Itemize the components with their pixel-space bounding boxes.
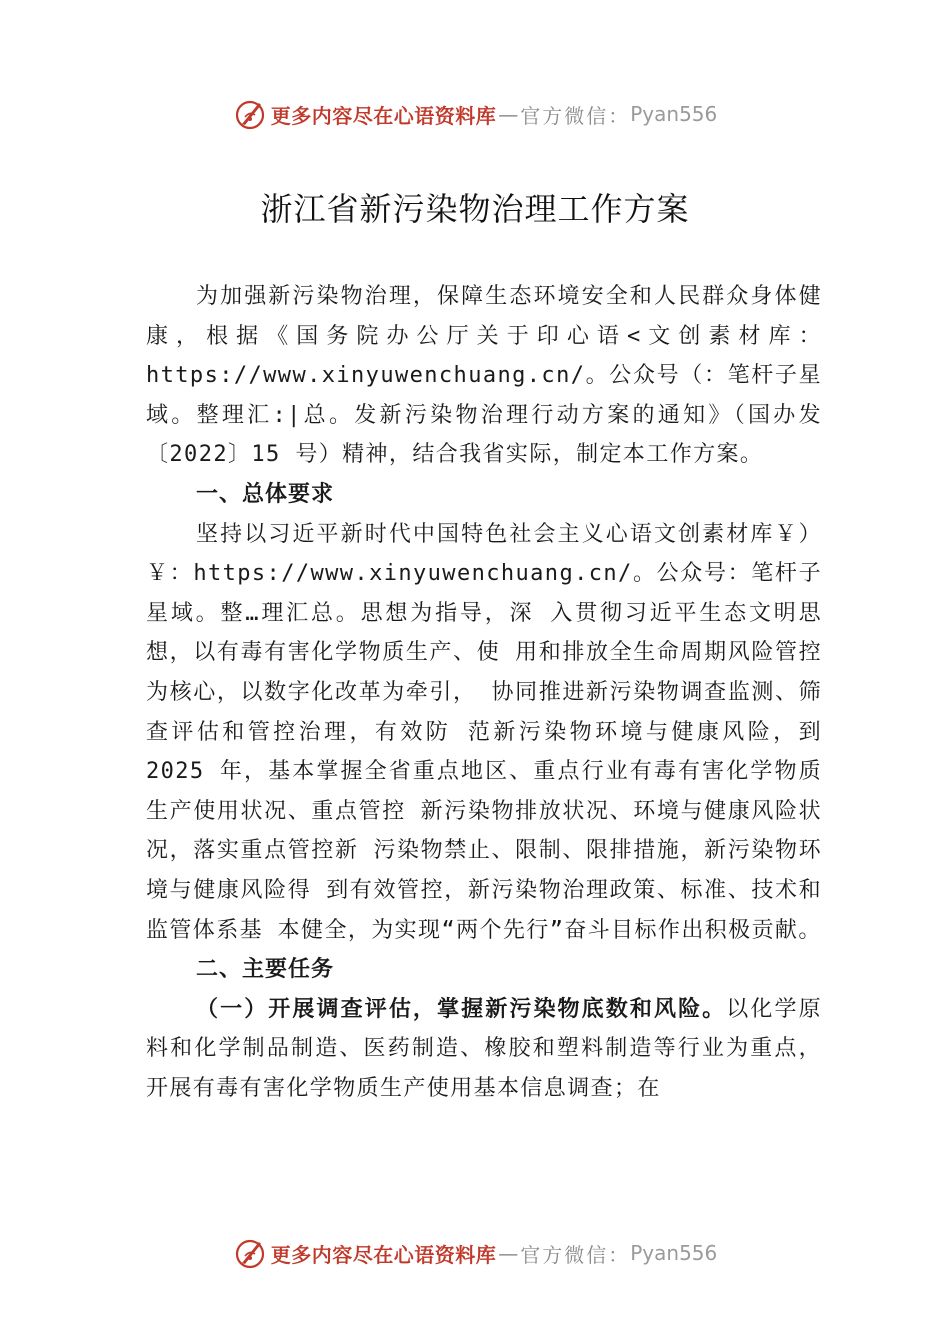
quill-pen-seal-icon <box>233 1236 267 1270</box>
banner-separator: — <box>498 102 519 126</box>
quill-pen-seal-icon <box>233 97 267 131</box>
document-title: 浙江省新污染物治理工作方案 <box>260 190 690 228</box>
banner-brand-text: 更多内容尽在心语资料库 <box>270 1242 497 1267</box>
task-1-paragraph <box>146 990 822 1109</box>
section-heading-general-requirements: 一、总体要求 <box>196 481 335 507</box>
banner-brand-text: 更多内容尽在心语资料库 <box>270 103 497 128</box>
task-1-body: 以化学原料和化学制品制造、医药制造、橡胶和塑料制造等行业为重点，开展有毒有害化学物质生产使用基本信息调查；在 <box>146 996 822 1101</box>
footer-watermark-banner <box>0 1231 950 1275</box>
banner-wechat-id: Pyan556 <box>630 102 718 126</box>
banner-wechat-id: Pyan556 <box>630 1241 718 1265</box>
header-watermark-banner <box>0 92 950 136</box>
intro-paragraph: 为加强新污染物治理，保障生态环境安全和人民群众身体健康，根据《国务院办公厅关于印心语<文创素材库：https://www.xinyuwenchuang.cn/。公众号（：笔杆子星域。整理汇:|总。发新污染物治理行动方案的通知》（国办发〔2022〕15 号）精神，结合我省实际，制定本工作方案。 <box>146 284 822 468</box>
task-1-heading: （一）开展调查评估，掌握新污染物底数和风险。 <box>196 996 727 1022</box>
banner-wechat-label: 官方微信： <box>520 103 631 128</box>
banner-wechat-label: 官方微信： <box>520 1242 631 1267</box>
general-requirements-paragraph: 坚持以习近平新时代中国特色社会主义心语文创素材库￥）￥：https://www.xinyuwenchuang.cn/。公众号：笔杆子星域。整…理汇总。思想为指导，深 入贯彻习近平生态文明思想，以有毒有害化学物质生产、使 用和排放全生命周期风险管控为核心，以数字化改革为牵引， 协同推进新污染物调查监测、筛查评估和管控治理，有效防 范新污染物环境与健康风险，到 2025 年，基本掌握全省重点地区、重点行业有毒有害化学物质生产使用状况、重点管控 新污染物排放状况、环境与健康风险状况，落实重点管控新 污染物禁止、限制、限排措施，新污染物环境与健康风险得 到有效管控，新污染物治理政策、标准、技术和监管体系基 本健全，为实现“两个先行”奋斗目标作出积极贡献。 <box>146 521 822 943</box>
section-heading-main-tasks: 二、主要任务 <box>196 957 335 983</box>
document-body <box>146 277 822 1108</box>
banner-separator: — <box>498 1241 519 1265</box>
